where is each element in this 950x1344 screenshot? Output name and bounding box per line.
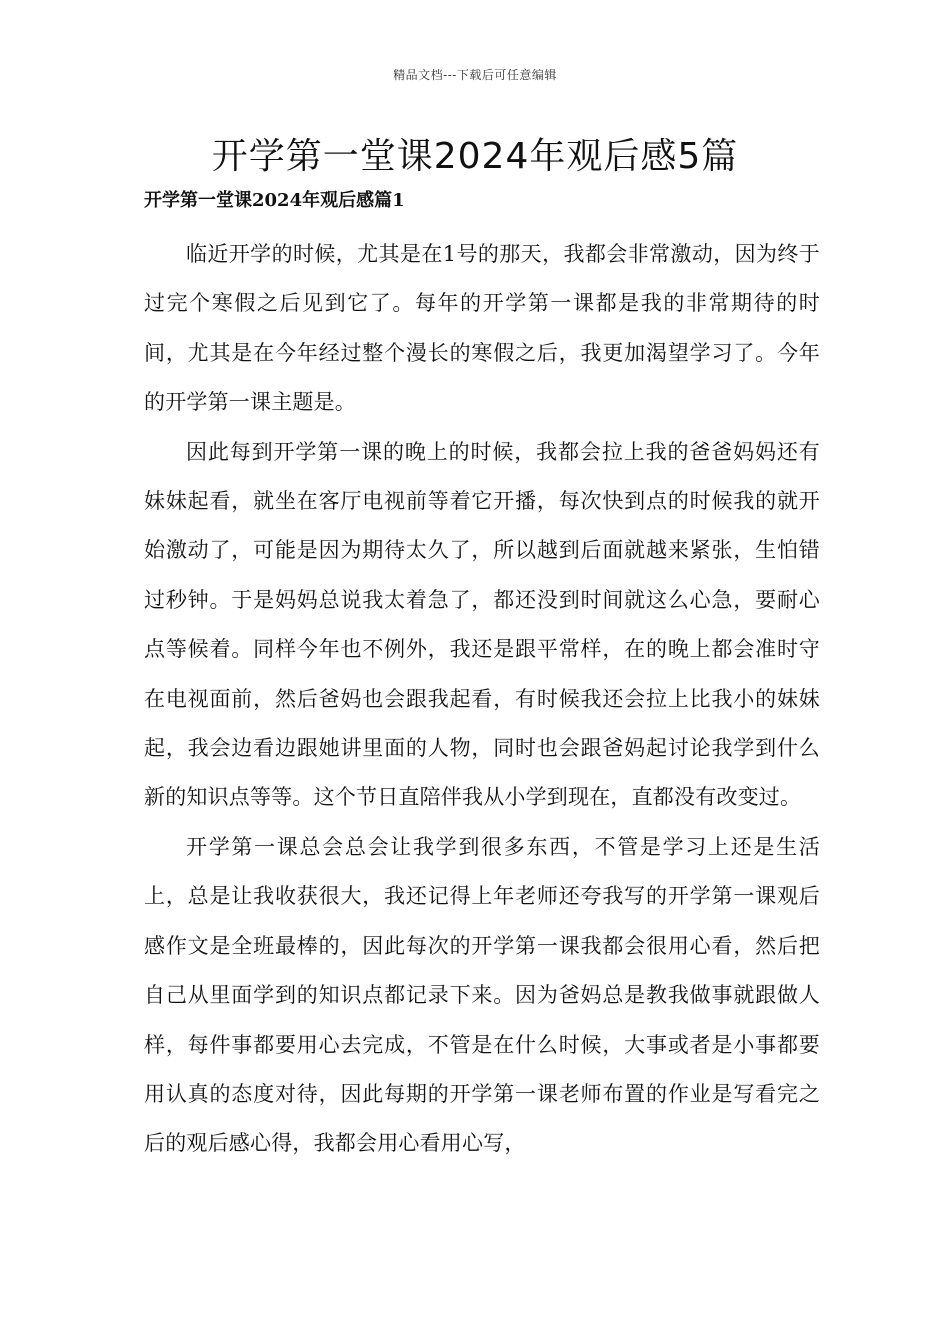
section-heading: 开学第一堂课2024年观后感篇1 bbox=[144, 190, 405, 211]
document-title: 开学第一堂课2024年观后感5篇 bbox=[211, 136, 739, 177]
paragraph-2: 因此每到开学第一课的晚上的时候，我都会拉上我的爸爸妈妈还有妹妹起看，就坐在客厅电视前等着它开播，每次快到点的时候我的就开始激动了，可能是因为期待太久了，所以越到后面就越来紧张，生怕错过秒钟。于是妈妈总说我太着急了，都还没到时间就这么心急，要耐心点等候着。同样今年也不例外，我还是跟平常样，在的晚上都会准时守在电视面前，然后爸妈也会跟我起看，有时候我还会拉上比我小的妹妹起，我会边看边跟她讲里面的人物，同时也会跟爸妈起讨论我学到什么新的知识点等等。这个节日直陪伴我从小学到现在，直都没有改变过。 bbox=[144, 439, 820, 810]
body-text bbox=[144, 230, 820, 1169]
paragraph-1: 临近开学的时候，尤其是在1号的那天，我都会非常激动，因为终于过完个寒假之后见到它了。每年的开学第一课都是我的非常期待的时间，尤其是在今年经过整个漫长的寒假之后，我更加渴望学习了。今年的开学第一课主题是。 bbox=[144, 242, 820, 415]
paragraph-3: 开学第一课总会总会让我学到很多东西，不管是学习上还是生活上，总是让我收获很大，我还记得上年老师还夸我写的开学第一课观后感作文是全班最棒的，因此每次的开学第一课我都会很用心看，然后把自己从里面学到的知识点都记录下来。因为爸妈总是教我做事就跟做人样，每件事都要用心去完成，不管是在什么时候，大事或者是小事都要用认真的态度对待，因此每期的开学第一课老师布置的作业是写看完之后的观后感心得，我都会用心看用心写， bbox=[144, 834, 820, 1156]
header-note: 精品文档---下载后可任意编辑 bbox=[393, 68, 557, 82]
